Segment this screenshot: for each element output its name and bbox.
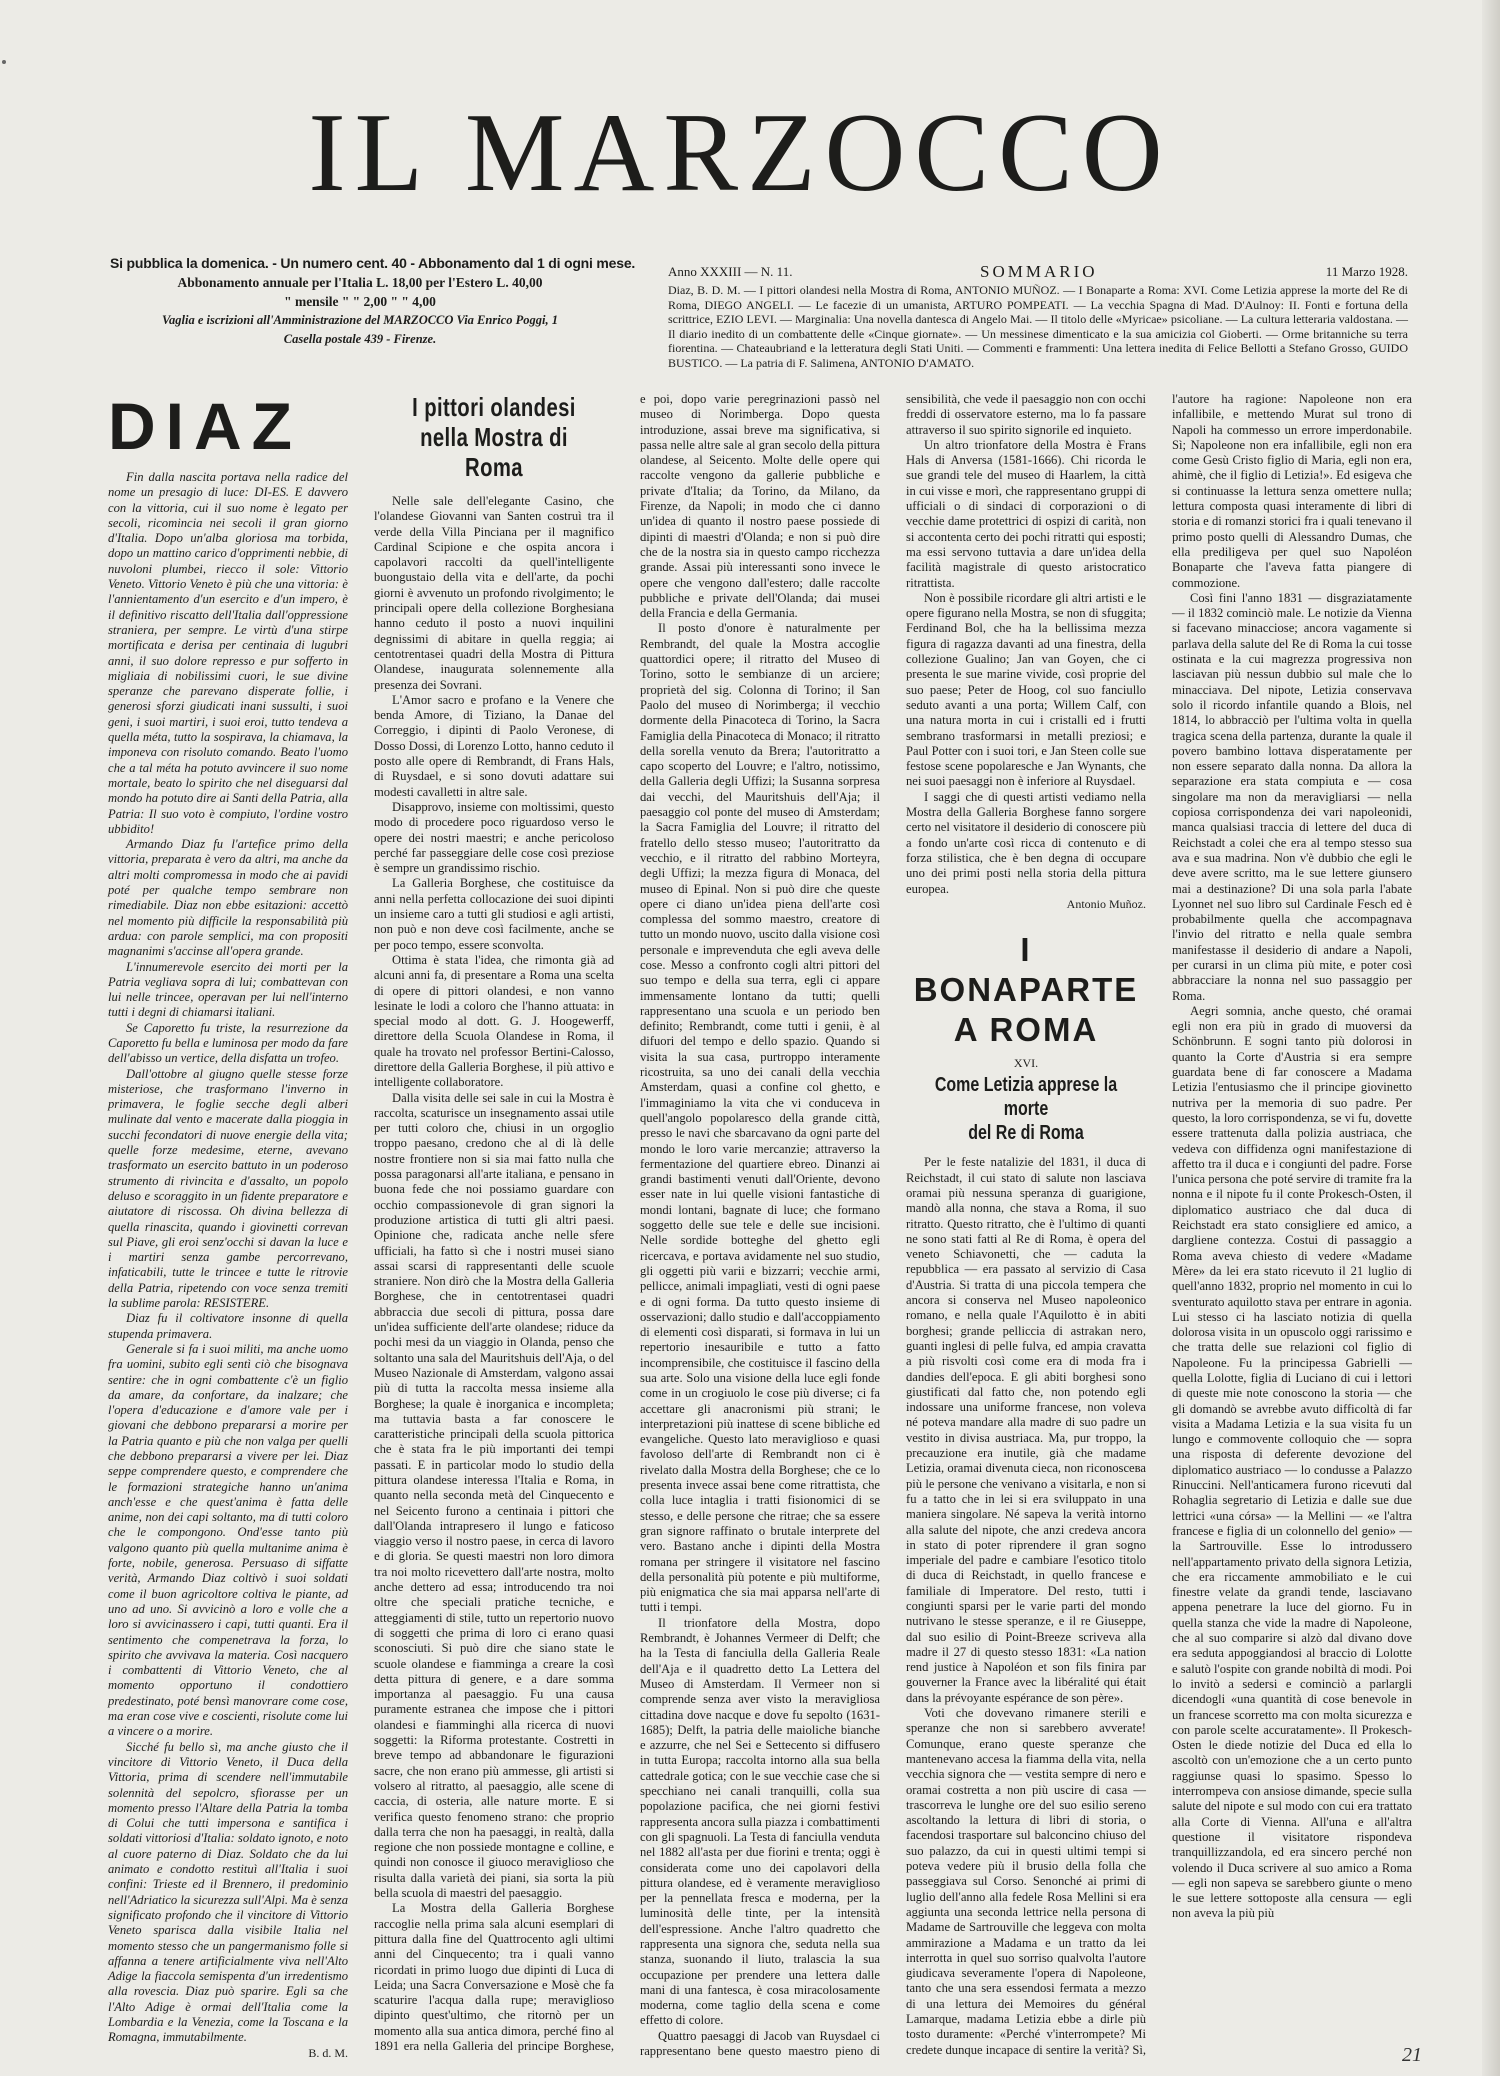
diaz-paragraph: Generale si fa i suoi militi, ma anche uomo fra uomini, subito egli sentì ciò che bisognava sentire: che in ogni combattente c'è un figlio da amare, da confortare, da inalzare; che l'opera d'educazione e d'amore vale per i giovani che debbono prepararsi a morire per la Patria quanto e più che non valga per quelli che debbono prepararsi a vivere per lei. Diaz seppe comprendere questo, e comprendere che le formazioni strategiche hanno un'anima anch'esse e che quest'anima è fatta delle anime, non dei capi soltanto, ma di tutti coloro che le compongono. Ond'esse tanto più valgono quanto più quella multanime anima è forte, nobile, generosa. Persuaso di siffatte verità, Armando Diaz coltivò i suoi soldati come il buon agricoltore coltiva le piante, ad uno ad uno. Si avvicinò a loro e volle che a loro si avvicinassero i capi, tutti quanti. Era il sentimento che compenetrava la forza, lo spirito che avvivava la materia. Così nacquero i combattenti di Vittorio Veneto, che al momento opportuno il condottiero predestinato, poté bensì manovrare come cose, ma eran cose vive e coscienti, risolute come lui a vincere o a morire. xyxy=(108,1341,348,1739)
masthead-title: IL MARZOCCO xyxy=(308,91,1172,215)
pittori-paragraph: La Galleria Borghese, che costituisce da anni nella perfetta collocazione dei suoi dipinti un insieme caro a tutti gli studiosi e agli artisti, non può e non deve così facilmente, anche se per poco tempo, essere sconvolta. xyxy=(374,876,614,952)
diaz-heading: DIAZ xyxy=(108,389,302,463)
diaz-paragraph: Dall'ottobre al giugno quelle stesse forze misteriose, che trasformano l'inverno in primavera, le foglie secche degli alberi mulinate dal vento e macerate dalla pioggia in succhi fecondatori di nuove energie della vita; quelle forze medesime, eterne, avevano trasformato un esercito battuto in un poderoso strumento di rivincita e d'assalto, un popolo deluso e scoraggito in un fidente preparatore e aiutatore di riscossa. Oh divina bellezza di quella rinascita, quando i giovinetti correvan sul Piave, gli eroi senz'occhi si davan la luce e i martiri senza gambe percorrevano, infaticabili, tutte le trincee e tutte le ritrovie della Patria, ripetendo con voce senza tremiti la sublime parola: RESISTERE. xyxy=(108,1066,348,1311)
bonaparte-title-line1: I BONAPARTE xyxy=(913,931,1139,1009)
diaz-paragraph: Diaz fu il coltivatore insonne di quella stupenda primavera. xyxy=(108,1311,348,1341)
bonaparte-paragraph: Voti che dovevano rimanere sterili e speranze che non si sarebbero avverate! Comunque, erano queste speranze che mantenevano accesa la fiamma della vita, nella vecchia signora che — vestita sempre di nero e oramai costretta a non più uscire di casa — trascorreva le lunghe ore del suo esilio sereno ascoltando la lettura di libri di storia, o facendosi trasportare sul balconcino chiuso del suo palazzo, da cui in questi ultimi tempi si poteva vedere più il brusio della folla che passeggiava sul Corso. Senonché ai primi di luglio dell'anno alla fedele Rosa Mellini si era aggiunta una seconda lettrice nella persona di Madame de Sartrouville che leggeva con molta ammirazione a Madama e un tratto da lei interrotta in quel suo sorriso qualvolta l'autore giudicava severamente l'opera di Napoleone, tanto che una sera essendosi fermata a mezzo di una lettura dei Memoires du général Lamarque, madama Letizia ebbe a dirle più tosto duramente: «Perché v'interrompete? Mi credete dunque incapace di sentire la verità? Sì, l'autore ha ragione: Napoleone non era infallibile, e mettendo Murat sul trono di Napoli ha commesso un errore imperdonabile. Sì; Napoleone non era infallibile, egli non era come Gesù Cristo figlio di Maria, egli non era, ahimè, che il figlio di Letizia!». Ed esigeva che si continuasse la lettura senza omettere nulla; lettura composta quasi interamente di libri di storia e di romanzi storici fra i quali tenevano il primo posto quelli di Alessandro Dumas, che ella prediligeva per quel suo Napoléon Bonaparte che l'aveva fatta piangere di commozione. xyxy=(906,392,1412,2057)
bonaparte-title-line2: A ROMA xyxy=(953,1011,1099,1049)
diaz-signature: B. d. M. xyxy=(308,2045,348,2060)
pittori-paragraph: La Mostra della Galleria Borghese raccoglie nella prima sala alcuni esemplari di pittura dalla fine del Quattrocento agli ultimi anni del Cinquecento; tra i quali vanno ricordati in primo luogo due dipinti di Luca di Leida; una Sacra Conversazione e Mosè che fa scaturire l'acqua dalla rupe; meraviglioso dipinto quest'ultimo, che ritornò per un momento alla sua antica dimora, perché fino al 1891 era nella Galleria del principe Borghese, e poi, dopo varie peregrinazioni passò nel museo di Norimberga. Dopo questa introduzione, assai breve ma significativa, si passa nelle altre sale al gran secolo della pittura olandese, al Seicento. Molte delle opere qui raccolte vengono da gallerie pubbliche e private d'Italia; da Torino, da Milano, da Firenze, da Napoli; in modo che ci danno un'idea di quanto il nostro paese possiede di dipinti di maestri d'Olanda; e non si può dire che de la nostra sia in questo campo ricchezza grande. Assai più interessanti sono invece le opere che vengono dall'estero; dalle raccolte pubbliche e private dell'Olanda; dai musei della Francia e della Germania. xyxy=(374,392,880,2053)
diaz-paragraph: Sicché fu bello sì, ma anche giusto che il vincitore di Vittorio Veneto, il Duca della Vittoria, prima di scendere nell'immutabile solennità del sepolcro, sfiorasse per un momento presso l'Altare della Patria la tomba di Colui che tutti impersona e santifica i soldati vittoriosi d'Italia: soldato ignoto, e noto al cuore paterno di Diaz. Soldato che da lui animato e condotto restituì all'Italia i suoi confini: Trieste ed il Brennero, il predominio nell'Adriatico la sicurezza sull'Alpi. Ma è senza significato profondo che il vincitore di Vittorio Veneto sparisca dalla visibile Italia nel momento stesso che un pangermanismo folle si affanna a tenere artificialmente viva nell'Alto Adige la fiaccola semispenta d'un irredentismo alla rovescia. Diaz può sparire. Egli sa che l'Alto Adige è ormai dell'Italia come la Lombardia e la Venezia, come la Toscana e la Romagna, immutabilmente. xyxy=(108,1739,348,2045)
pittori-paragraph: Quattro paesaggi di Jacob van Ruysdael ci rappresentano bene questo maestro pieno di sensibilità, che vede il paesaggio non con occhi freddi di osservatore esterno, ma lo fa passare attraverso il suo spirito signorile ed inquieto. xyxy=(640,392,1146,2059)
administration-address: Vaglia e iscrizioni all'Amministrazione del MARZOCCO Via Enrico Poggi, 1 xyxy=(162,313,558,327)
bonaparte-subtitle-line1: Come Letizia apprese la morte xyxy=(934,1074,1118,1121)
pittori-paragraph: Un altro trionfatore della Mostra è Frans Hals di Anversa (1581-1666). Chi ricorda le sue grandi tele del museo di Haarlem, la città in cui visse e morì, che rappresentano gruppi di ufficiali o di sindaci di corporazioni o di vecchie dame protettrici di ospizi di carità, non si accontenta certo dei pochi ritratti qui esposti; ma essi servono tuttavia a dare un'idea della facilità magistrale di questo aristocratico ritrattista. xyxy=(906,437,1146,590)
bonaparte-subtitle xyxy=(930,1073,1122,1145)
postal-box: Casella postale 439 - Firenze. xyxy=(283,332,437,346)
scan-edge xyxy=(1482,0,1500,2076)
publication-frequency: Si pubblica la domenica. - Un numero cent. 40 - Abbonamento dal 1 di ogni mese. xyxy=(110,255,636,271)
pittori-paragraph: I saggi che di questi artisti vediamo nella Mostra della Galleria Borghese fanno sorgere certo nel visitatore il desiderio di conoscere più a fondo un'arte così ricca di contenuto e di forza stilistica, che è ben degna di occupare uno dei primi posti nella storia della pittura europea. xyxy=(906,789,1146,896)
pittori-paragraph: Il posto d'onore è naturalmente per Rembrandt, del quale la Mostra accoglie quattordici opere; il ritratto del Museo di Torino, sotto le sembianze di un arciere; proprietà del sig. Colonna di Torino; il San Paolo del museo di Norimberga; il vecchio dormente della Pinacoteca di Torino, la Sacra Famiglia della Pinacoteca di Monaco; il ritratto della sorella venuto da Brera; l'autoritratto a capo scoperto del Louvre; e l'altro, notissimo, della Galleria degli Uffizi; la Susanna sorpresa dai vecchi, del Mauritshuis dell'Aja; il paesaggio col ponte del museo di Amsterdam; la Sacra Famiglia del Louvre; il ritratto del fratello dello stesso museo; l'autoritratto da vecchio, e il ritratto del rabbino Morteyra, degli Uffizi; la mezza figura di Monaca, del museo di Epinal. Non si può dire che queste opere ci diano un'idea piena dell'arte così complessa del sommo maestro, creatore di tutto un mondo nuovo, uscito dalla visione così personale e imprevenduta che egli aveva delle cose. Messo a confronto cogli altri pittori del suo tempo e della sua terra, egli ci appare immensamente lontano da tutti; quelli rappresentano una scuola e un periodo ben definito; Rembrandt, come tutti i genii, è al difuori del tempo e dello spazio. Quando si visita la sua casa, purtroppo interamente ricostruita, sa uno dei canali della vecchia Amsterdam, quasi a confine col ghetto, e l'immaginiamo la vita che vi conduceva in quell'angolo popolaresco della grande città, presso le navi che sbarcavano da ogni parte del mondo le loro varie mercanzie; attraverso la fermentazione del quartiere ebreo. Dinanzi ai grandi bastimenti venuti dall'Oriente, devono esser nate in lui quelle visioni fantastiche di mondi lontani, bagnate di luce; che formano soggetto delle sue tele e delle sue incisioni. Nelle sordide botteghe del ghetto egli ricercava, e portava avidamente nel suo studio, gli oggetti più varii e bizzarri; vecchie armi, pellicce, animali impagliati, vesti di ogni paese e di ogni forma. Da tutto questo insieme di osservazioni; dallo studio e dall'accoppiamento di elementi così disparati, si formava in lui un repertorio inesauribile e tutto a fatto incomprensibile, che costituisce il fascino della sua arte. Solo una visione della luce egli fonde come in un crogiuolo le cose più diverse; ci fa accettare gli anacronismi più strani; le interpretazioni più inattese di scene bibliche ed evangeliche. Questo lato meraviglioso e quasi favoloso dell'arte di Rembrandt non ci è rivelato dalla Mostra della Borghese; che ce lo presenta invece assai bene come ritrattista, che colla luce intaglia i tratti fisionomici di se stesso, e delle persone che ritrae; che sa essere gran signore raffinato o brutale interprete del vero. Bastano anche i dipinti della Mostra romana per stringere il visitatore nel fascino della personalità più potente e più multiforme, più enigmatica che sia mai apparsa nell'arte di tutti i tempi. xyxy=(640,621,880,1615)
bonaparte-part-number: XVI. xyxy=(1013,1056,1039,1071)
bonaparte-paragraph: Per le feste natalizie del 1831, il duca di Reichstadt, il cui stato di salute non lasciava oramai più nessuna speranza di guarigione, mandò alla nonna, che stava a Roma, il suo ritratto. Questo ritratto, che è l'ultimo di quanti ne sono stati fatti al Re di Roma, è opera del veneto Schiavonetti, che — caduta la repubblica — era passato al servizio di Casa d'Austria. Si tratta di una piccola tempera che ancora si conserva nel Museo napoleonico romano, e nella quale l'Aquilotto è in abiti borghesi; grande pelliccia di astrakan nero, guanti inglesi di pelle fulva, ed ampia cravatta a più risvolti così come era di moda fra i dandies dell'epoca. E gli abiti borghesi sono giustificati dal fatto che, non potendo egli indossare una uniforme francese, non voleva né poteva mandare alla madre di suo padre un vestito in divisa austriaca. Ma, pur troppo, la precauzione era inutile, già che madame Letizia, oramai divenuta cieca, non riconoscева più le persone che venivano a visitarla, e non si fu a tatto che in lei si era sviluppato in una maniera singolare. Né sapeva la verità intorno alla salute del nipote, che anzi credeva ancora in stato di poter riprendere il gran sogno imperiale del padre e cambiare l'esotico titolo di duca di Reichstadt, in quello francese e familiale di Imperatore. Del resto, tutti i congiunti sparsi per le varie parti del mondo nutrivano le stesse speranze, e il re Giuseppe, dal suo esilio di Point-Breeze scriveva alla madre il 27 di questo stesso 1831: «La nation rend justice à Napoléon et son fils finira par gouverner la France avec la libéralité qui était dans la prévoyante espérance de son père». xyxy=(906,1155,1146,1705)
bonaparte-paragraph: Così fini l'anno 1831 — disgraziatamente — il 1832 cominciò male. Le notizie da Vienna si facevano minacciose; ancora vagamente si parlava della salute del Re di Roma la cui tosse ostinata e la cui magrezza progressiva non lasciavan più nessun dubbio sul male che lo minacciava. Del nipote, Letizia conservava solo il ricordo infantile quando a Blois, nel 1814, lo abbracciò per l'ultima volta in quella tragica scena della partenza, durante la quale il povero bambino lottava disperatamente per non essere separato dalla nonna. Da allora la separazione era stata compiuta e — cosa singolare ma non da meravigliarsi — nella copiosa corrispondenza dei vari napoleonidi, manca qualsiasi traccia di lettere del duca di Reichstadt a colei che era al tempo stesso sua ava e sua madrina. Non v'è dubbio che egli le deve avere scritto, ma le sue lettere giunsero mai a destinazione? Di una sola parla l'abate Lyonnet nel suo libro sul Cardinale Fesch ed è probabilmente quella che accompagnava l'invio del ritratto e nella quale sembra manifestasse il desiderio di andare a Napoli, per curarsi in un clima più mite, e poter così abbracciare la nonna nel suo passaggio per Roma. xyxy=(1172,590,1412,1003)
article-columns xyxy=(108,389,1412,2062)
page-number: 21 xyxy=(1402,2044,1422,2066)
summary-text: Diaz, B. D. M. — I pittori olandesi nella Mostra di Roma, ANTONIO MUÑOZ. — I Bonaparte a Roma: XVI. Come Letizia apprese la morte del Re di Roma, DIEGO ANGELI. — Le facezie di un umanista, ARTURO POMPEATI. — La vecchia Spagna di Mad. D'Aulnoy: II. Fonti e fortuna della scrittrice, EZIO LEVI. — Marginalia: Una novella dantesca di Angelo Mai. — Il titolo delle «Myricae» psicoliane. — La cultura letteraria valdostana. — Il diario inedito di un combattente delle «Cinque giornate». — Un messinese dimenticato e la sua amicizia col Gioberti. — Orme britanniche su terra fiorentina. — Chateaubriand e la letteratura degli Stati Uniti. — Commenti e frammenti: Una lettera inedita di Felice Bellotti a Stefano Grosso, GUIDO BUSTICO. — La patria di F. Salimena, ANTONIO D'AMATO. xyxy=(668,283,1408,370)
summary-heading: SOMMARIO xyxy=(980,262,1098,281)
issue-date: 11 Marzo 1928. xyxy=(1325,264,1408,279)
pittori-title-line1: I pittori olandesi xyxy=(412,392,576,422)
bonaparte-title xyxy=(906,930,1146,1050)
page-margin-dot xyxy=(2,60,6,64)
annual-subscription: Abbonamento annuale per l'Italia L. 18,00 per l'Estero L. 40,00 xyxy=(177,275,543,290)
diaz-paragraph: Armando Diaz fu l'artefice primo della vittoria, preparata è vero da altri, ma anche da altri molti compromessa in modo che ai pavidi poté per qualche tempo sembrare non rimediabile. Diaz non ebbe esitazioni: accettò nel momento più difficile la responsabilità più ardua: con parole semplici, ma con propositi magnanimi s'accinse all'opera grande. xyxy=(108,837,348,959)
pittori-paragraph: Non è possibile ricordare gli altri artisti e le opere figurano nella Mostra, se non di sfuggita; Ferdinand Bol, che ha la bellissima mezza figura di ragazza davanti ad una finestra, della collezione Gualino; Jan van Goyen, che ci presenta le sue marine vivide, così proprie del suo paese; Peter de Hoog, col suo fanciullo seduto avanti a una porta; Willem Calf, con una natura morta in cui i cristalli ed i frutti sembrano trasformarsi in metalli preziosi; e Paul Potter con i suoi tori, e Jan Steen colle sue festose scene popolaresche e Jan Wynants, che nei suoi paesaggi non è inferiore al Ruysdael. xyxy=(906,590,1146,789)
pittori-title xyxy=(400,392,587,482)
pittori-paragraph: Dalla visita delle sei sale in cui la Mostra è raccolta, scaturisce un insegnamento assai utile per tutti coloro che, chiusi in un orgoglio troppo paesano, credono che al di là delle nostre frontiere non si sia mai fatto nulla che possa paragonarsi all'arte italiana, e pensano in buona fede che noi possiamo guardare con occhio compassionevole di gran signori la produzione artistica di tutti gli altri paesi. Opinione che, radicata anche nelle sfere ufficiali, ha fatto sì che i nostri musei siano assai scarsi di rappresentanti delle scuole straniere. Non dirò che la Mostra della Galleria Borghese, che in centotrentasei quadri abbraccia due secoli di pittura, possa dare un'idea sufficiente dell'arte olandese; riduce da pochi mesi da un viaggio in Olanda, penso che soltanto una sala del Mauritshuis dell'Aja, o del Museo Nazionale di Amsterdam, valgono assai più di tutta la raccolta messa insieme alla Borghese; la quale è inorganica e incompleta; ma tuttavia basta a far conoscere le caratteristiche principali della scuola pittorica che è stata fra le più importanti dei tempi passati. E in particolar modo lo studio della pittura olandese interessa l'Italia e Roma, in quanto nella seconda metà del Cinquecento e nel Seicento furono a centinaia i pittori che dall'Olanda intrapresero il lungo e faticoso viaggio verso il nostro paese, in cerca di lavoro e di gloria. Se questi maestri non loro dimora tra noi molto ricevettero dall'arte nostra, molto anche dettero ad essa; introducendo tra noi oltre che speciali pratiche tecniche, e atteggiamenti di stile, tutto un repertorio nuovo di soggetti che prima di loro ci erano quasi sconosciuti. Si può dire che siano state le scuole olandese e fiamminga a creare la così detta pittura di genere, e a dare somma importanza al paesaggio. Fu una causa puramente estranea che impose che i pittori olandesi e fiamminghi alla ricerca di nuovi soggetti: la Riforma protestante. Costretti in breve tempo ad abbandonare le figurazioni sacre, che non erano più ammesse, gli artisti si volsero al ritratto, al paesaggio, alle scene di caccia, di osteria, alle nature morte. E si verifica questo fenomeno strano: che proprio dalla terra che non ha paesaggi, in realtà, dalla regione che non possiede montagne e colline, e quindi non conosce il giuoco meraviglioso che risulta dalla varietà dei piani, sia sorta la più bella scuola di maestri del paesaggio. xyxy=(374,1090,614,1901)
pittori-paragraph: Il trionfatore della Mostra, dopo Rembrandt, è Johannes Vermeer di Delft; che ha la Testa di fanciulla della Galleria Reale dell'Aja e il quadretto detto La Lettera del Museo di Amsterdam. Il Vermeer non si comprende senza aver visto la meravigliosa cittadina dove nacque e dove fu sepolto (1631-1685); Delft, la patria delle maioliche bianche e azzurre, che nel Sei e Settecento si diffusero in tutta Europa; raccolta intorno alla sua bella cattedrale gotica; con le sue vecchie case che si specchiano nei canali tranquilli, colla sua popolazione pacifica, che nei giorni festivi rappresenta ancora sulla piazza i combattimenti con gli spagnuoli. La Testa di fanciulla venduta nel 1882 all'asta per due fiorini e trenta; oggi è considerata come uno dei capolavori della pittura olandese, ed è veramente meraviglioso per la pennellata fresca e moderna, per la luminosità delle tinte, per la intensità dell'espressione. Anche l'altro quadretto che rappresenta una signora che, seduta nella sua stanza, suonando il liuto, tralascia la sua occupazione per prendere una lettera dalle mani di una fantesca, è cosa miracolosamente moderna, come taglio della scena e come effetto di colore. xyxy=(640,1615,880,2028)
bonaparte-subtitle-line2: del Re di Roma xyxy=(968,1122,1084,1145)
diaz-paragraph: Se Caporetto fu triste, la resurrezione da Caporetto fu bella e luminosa per modo da fare dell'abisso un vertice, della disfatta un trofeo. xyxy=(108,1020,348,1066)
pittori-paragraph: Nelle sale dell'elegante Casino, che l'olandese Giovanni van Santen costruì tra il verde della Villa Pinciana per il magnifico Cardinal Scipione e che ospita ancora i capolavori raccolti da quell'intelligente buongustaio della vita e dell'arte, da pochi giorni è avvenuto un profondo rivolgimento; le principali opere della collezione Borghesiana hanno ceduto il posto a nuovi inquilini degnissimi di abitare in quella reggia; ai centotrentasei quadri della Mostra di Pittura Olandese, inaugurata solennemente alla presenza dei Sovrani. xyxy=(374,494,614,692)
pittori-signature: Antonio Muñoz. xyxy=(1066,896,1146,911)
issue-line xyxy=(668,262,1408,282)
pittori-title-line2: nella Mostra di Roma xyxy=(420,422,568,482)
pittori-paragraph: Ottima è stata l'idea, che rimonta già ad alcuni anni fa, di presentare a Roma una scelta di opere di pittori olandesi, e non vanno lesinate le lodi a coloro che l'hanno attuata: in special modo al dott. G. J. Hoogewerff, direttore della Scuola Olandese in Roma, il quale ha trovato nel professor Bertini-Calosso, direttore della Galleria Borghese, il più attivo e intelligente collaboratore. xyxy=(374,952,614,1090)
pittori-paragraph: L'Amor sacro e profano e la Venere che benda Amore, di Tiziano, la Danae del Correggio, i dipinti di Paolo Veronese, di Dosso Dossi, di Lorenzo Lotto, hanno ceduto il posto alle opere di Rembrandt, di Frans Hals, di Ruysdael, e si sono dovuti adattare sui modesti cavalletti in altre sale. xyxy=(374,692,614,799)
diaz-paragraph: Fin dalla nascita portava nella radice del nome un presagio di luce: DI-ES. E davvero con la vittoria, cui il suo nome è legato per secoli, ricomincia nei secoli il gran giorno d'Italia. Dopo un'alba gloriosa ma torbida, dopo un mattino carico d'opprimenti nebbie, di nuvoloni plumbei, riecco il sole: Vittorio Veneto. Vittorio Veneto è più che una vittoria: è l'annientamento d'un esercito e d'un impero, è il definitivo riscatto dell'Italia dall'oppressione straniera, per sempre. Le virtù d'una stirpe mortificata e derisa per centinaia di lugubri anni, il suo dolore represso e pur sofferto in migliaia di nobilissimi cuori, le sue divine speranze che parevano disperate follie, i generosi sforzi giudicati inani sussulti, i suoi geni, i suoi martiri, i suoi eroi, tutto tendeva a quella méta, tutto la sospirava, la chiamava, la imponeva con risoluto comando. Beato l'uomo che a tal méta ha potuto avvincere il suo nome mortale, beato lo spirito che nel diseguarsi dal mondo ha potuto dire ai Santi della Patria, alla Patria: Il suo voto è compiuto, l'ordine vostro ubbidito! xyxy=(108,470,348,836)
monthly-subscription: " mensile " " 2,00 " " 4,00 xyxy=(284,294,436,309)
subscription-info xyxy=(110,254,636,349)
diaz-paragraph: L'innumerevole esercito dei morti per la Patria vegliava sopra di lui; combattevan con lui nelle trincee, operavan per lui nell'interno tutti i degni di chiamarsi italiani. xyxy=(108,959,348,1020)
issue-number: Anno XXXIII — N. 11. xyxy=(668,264,793,279)
pittori-paragraph: Disapprovo, insieme con moltissimi, questo modo di procedere poco riguardoso verso le opere dei nostri maestri; e anche pericoloso perché far passeggiare delle cose così preziose è sempre un grandissimo rischio. xyxy=(374,799,614,876)
bonaparte-paragraph: Aegri somnia, anche questo, ché oramai egli non era più in grado di muoversi da Schönbrunn. E sogni tanto più dolorosi in quanto la Corte d'Austria si era sempre guardata bene di far conoscere a Madama Letizia l'entusiasmo che il principe giovinetto nutriva per la memoria di suo padre. Per questo, la loro corrispondenza, se vi fu, dovette essere trattenuta dalla polizia austriaca, che vedeva con diffidenza ogni manifestazione di affetto tra il duca e i congiunti del padre. Forse l'unica persona che poté servire di tramite fra la nonna e il nipote fu il conte Prokesch-Osten, il diplomatico austriaco che dal duca di Reichstadt era stato consigliere ed amico, a dargliene contezza. Costui di passaggio a Roma aveva chiesto di vedere «Madame Mère» da lei era stato ricevuto il 21 luglio di quell'anno 1832, proprio nel momento in cui lo sventurato aquilotto stava per entrare in agonia. Lui stesso ci ha lasciato notizia di quella dolorosa visita in un opuscolo oggi rarissimo e che tratta delle sue relazioni col figlio di Napoleone. Fu la principessa Gabrielli — quella Lolotte, figlia di Luciano di cui i lettori di queste mie note conoscono la storia — che gli domandò se avrebbe avuto difficoltà di far visita a Madama Letizia e la sua visita fu un lungo e commovente colloquio che — sopra una risposta di deferente devozione del diplomatico austriaco — lo condusse a Palazzo Rinuccini. Nell'anticamera furono ricevuti dal Rohaglia segretario di Letizia e dalle sue due lettrici «una córsa» — la Mellini — «e l'altra francese e figlia di un colonnello del genio» — la Sartrouville. Esse lo introdussero nell'appartamento privato della signora Letizia, che era riccamente ammobiliato e le cui finestre velate da grandi tende, lasciavano appena penetrare la luce del giorno. Fu in quella stanza che vide la madre di Napoleone, che al suo comparire si alzò dal divano dove era seduta appoggiandosi al braccio di Lolotte e salutò l'ospite con grande nobiltà di modi. Poi lo invitò a sedersi e cominciò a parlargli dicendogli «una quantità di cose benevole in un francese scorretto ma con molta sicurezza e con parole scelte accuratamente». Il Prokesch-Osten le diede notizie del Duca ed ella lo ascoltò con un'emozione che a un certo punto raggiunse quasi lo spasimo. Spesso lo interrompeva con ansiose dimande, specie sulla salute del nipote e sul modo con cui era trattato alla Corte di Vienna. All'una e all'altra questione il visitatore rispondeva tranquillizzandola, ed era sincero perché non volendo il Duca scrivere al suo amico a Roma — egli non sapeva se sarebbero giunte o meno le sue lettere sottoposte alla censura — egli non aveva la più più xyxy=(1172,1003,1412,1921)
